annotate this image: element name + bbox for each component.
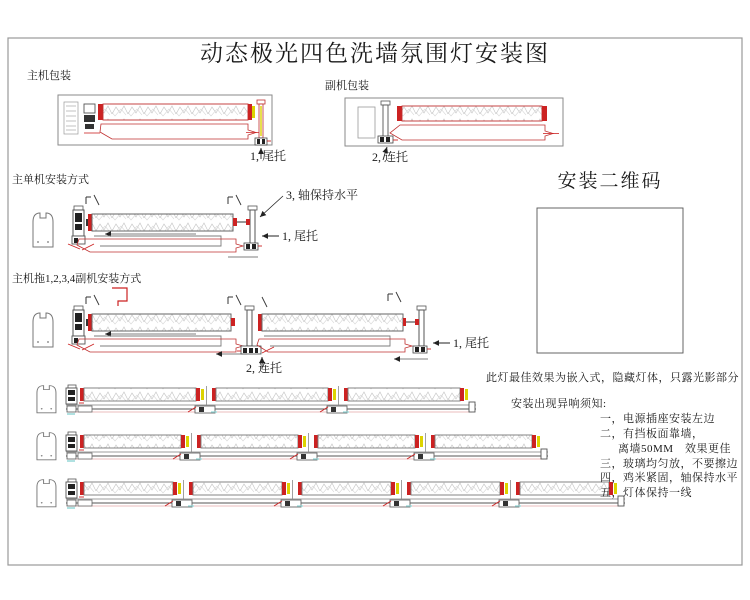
drawing-title: 动态极光四色洗墙氛围灯安装图 [200,41,550,66]
sub-package-label: 副机包装 [325,80,369,92]
callout-tail-bracket-package: 1, 尾托 [250,149,287,163]
note-line: 五，灯体保持一线 [600,487,692,499]
callout-tail-bracket-single: 1, 尾托 [282,229,319,243]
callout-link-bracket-package: 2, 连托 [372,150,409,164]
callout-link-bracket-multi: 2, 连托 [246,361,283,375]
single-install-drawing [33,195,283,257]
lamp-chain-row-3-units [37,385,476,414]
spec-label-lines [66,106,76,130]
lamp-chain-row-5-units [37,479,625,508]
qr-placeholder-box [537,208,683,353]
main-package-drawing [58,95,272,159]
main-package-label: 主机包装 [27,70,71,82]
callout-tail-bracket-multi: 1, 尾托 [453,336,490,350]
multi-install-label: 主机拖1,2,3,4副机安装方式 [12,273,142,285]
note-line: 一，电源插座安装左边 [600,413,715,425]
qr-title: 安装二维码 [557,171,663,192]
note-line: 二，有挡板面靠墙， [600,428,704,440]
note-line: 四，鸡米紧固，轴保持水平 [600,472,738,484]
lamp-chain-row-4-units [37,432,548,461]
single-install-label: 主单机安装方式 [12,174,89,186]
noise-notes-heading: 安装出现异响须知: [511,398,607,410]
note-best-effect: 此灯最佳效果为嵌入式，隐藏灯体，只露光影部分 [486,372,739,384]
note-line: 三，玻璃均匀放，不要擦边 [600,457,738,470]
note-line: 离墙50MM 效果更佳 [618,443,732,455]
multi-install-drawing [33,288,450,369]
callout-axis-level: 3, 轴保持水平 [286,188,359,202]
power-plug-icon [33,313,53,347]
power-plug-icon [33,213,53,247]
